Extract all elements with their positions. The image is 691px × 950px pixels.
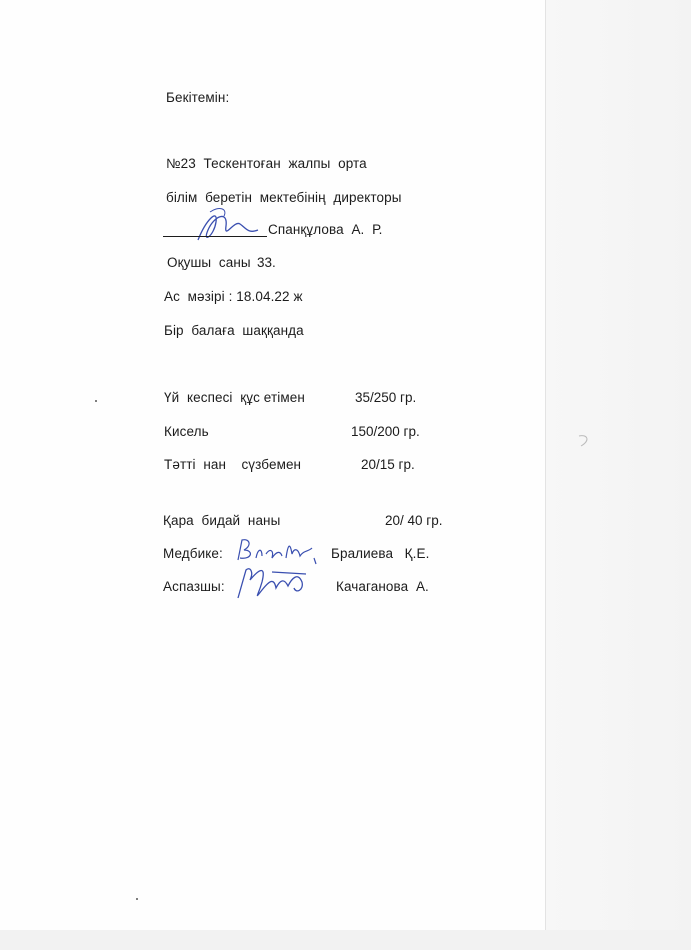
cook-signature-icon [232, 560, 324, 608]
nurse-name: Бралиева Қ.Е. [331, 546, 430, 561]
page-edge-shadow [545, 0, 691, 950]
bread-portion: 20/ 40 гр. [385, 513, 443, 528]
menu-date: Ас мәзірі : 18.04.22 ж [164, 289, 303, 304]
menu-item-name: Үй кеспесі құс етімен [164, 390, 305, 405]
menu-item-portion: 35/250 гр. [355, 390, 417, 405]
scan-speck [95, 400, 97, 402]
menu-item-portion: 20/15 гр. [361, 457, 415, 472]
page-edge-line [545, 0, 546, 950]
director-name: Спанқұлова А. Р. [268, 222, 383, 237]
bread-name: Қара бидай наны [163, 513, 281, 528]
cook-label: Аспазшы: [163, 579, 225, 594]
menu-item-portion: 150/200 гр. [351, 424, 420, 439]
menu-item-name: Кисель [164, 424, 209, 439]
page-bottom-band [0, 930, 691, 950]
students-count: 33. [257, 255, 276, 270]
director-signature-icon [188, 200, 268, 250]
school-name-line1: №23 Тескентоған жалпы орта [166, 156, 367, 171]
school-name-line2: білім беретін мектебінің директоры [166, 190, 402, 205]
per-child-label: Бір балаға шаққанда [164, 323, 304, 338]
cook-name: Качаганова А. [336, 579, 429, 594]
approval-heading: Бекітемін: [166, 90, 230, 105]
nurse-label: Медбике: [163, 546, 223, 561]
students-label: Оқушы саны [167, 255, 251, 270]
scan-speck [136, 898, 138, 900]
director-signature-line [163, 236, 267, 237]
menu-item-name: Тәтті нан сүзбемен [164, 457, 302, 472]
scan-mark-icon [575, 432, 595, 452]
